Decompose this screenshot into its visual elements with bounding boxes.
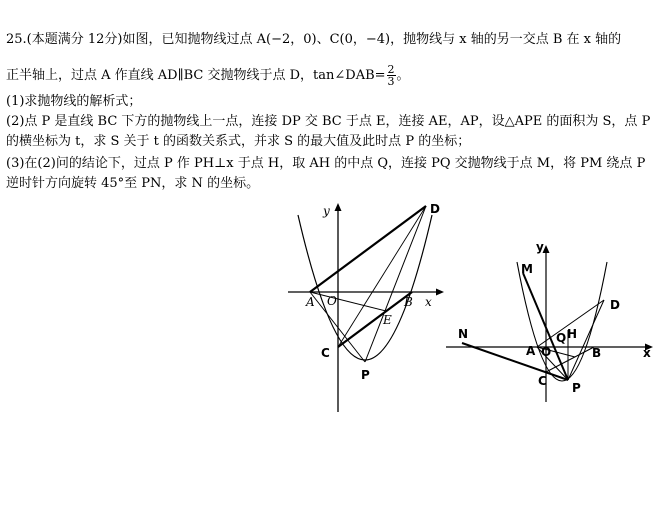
- figure-1-label-P: P: [361, 368, 370, 382]
- figure-2-label-H: H: [567, 327, 578, 341]
- figure-2-label-Q: Q: [556, 331, 567, 345]
- figure-2-label-O: O: [541, 345, 552, 359]
- problem-line-2: [6, 64, 410, 87]
- figure-2-label-x: x: [643, 346, 651, 360]
- problem-line-2-text: 正半轴上，过点 A 作直线 AD∥BC 交抛物线于点 D，tan∠DAB=: [6, 68, 386, 83]
- figure-2-label-C: C: [538, 374, 547, 388]
- figure-1-label-E: E: [383, 313, 392, 327]
- figure-2-label-N: N: [458, 327, 469, 341]
- tan-denominator: 3: [387, 75, 395, 88]
- question-3-line-2: 逆时针方向旋转 45°至 PN，求 N 的坐标。: [6, 176, 260, 191]
- line-AE: [310, 292, 386, 311]
- figure-2-label-y: y: [536, 240, 544, 254]
- question-1: (1)求抛物线的解析式；: [6, 94, 142, 109]
- line-CD: [338, 206, 426, 347]
- figure-1-parabola: [298, 215, 432, 360]
- figure-2-label-B: B: [592, 346, 602, 360]
- question-2-line-1: (2)点 P 是直线 BC 下方的抛物线上一点，连接 DP 交 BC 于点 E，连接 AE，AP，设△APE 的面积为 S，点 P: [6, 114, 651, 129]
- figure-2-label-D: D: [610, 298, 620, 312]
- figure-2-label-A: A: [526, 344, 536, 358]
- problem-line-1: 25.(本题满分 12分)如图，已知抛物线过点 A(−2，0)、C(0，−4)，抛物线与 x 轴的另一交点 B 在 x 轴的: [6, 32, 622, 47]
- figure-1-label-x: x: [425, 295, 432, 309]
- figure-1-label-O: O: [327, 294, 337, 308]
- figure-1-y-arrow: [335, 203, 342, 211]
- figure-1-label-y: y: [323, 204, 330, 218]
- figure-1-label-B: B: [404, 295, 413, 309]
- figure-2: [440, 230, 659, 410]
- line-AD: [310, 206, 426, 292]
- figure-1-label-C: C: [321, 346, 330, 360]
- problem-line-2-end: 。: [396, 68, 410, 83]
- figure-2-label-P: P: [572, 381, 581, 395]
- tan-numerator: 2: [387, 63, 395, 76]
- question-2-line-2: 的横坐标为 t，求 S 关于 t 的函数关系式，并求 S 的最大值及此时点 P 的坐标；: [6, 134, 471, 149]
- figure-2-label-M: M: [521, 262, 533, 276]
- figure-1-label-A: A: [306, 295, 315, 309]
- tan-fraction: [387, 64, 396, 87]
- figure-1: [285, 195, 455, 420]
- question-3-line-1: (3)在(2)问的结论下，过点 P 作 PH⊥x 于点 H，取 AH 的中点 Q，连接 PQ 交抛物线于点 M，将 PM 绕点 P: [6, 156, 646, 171]
- figure-1-label-D: D: [430, 202, 440, 216]
